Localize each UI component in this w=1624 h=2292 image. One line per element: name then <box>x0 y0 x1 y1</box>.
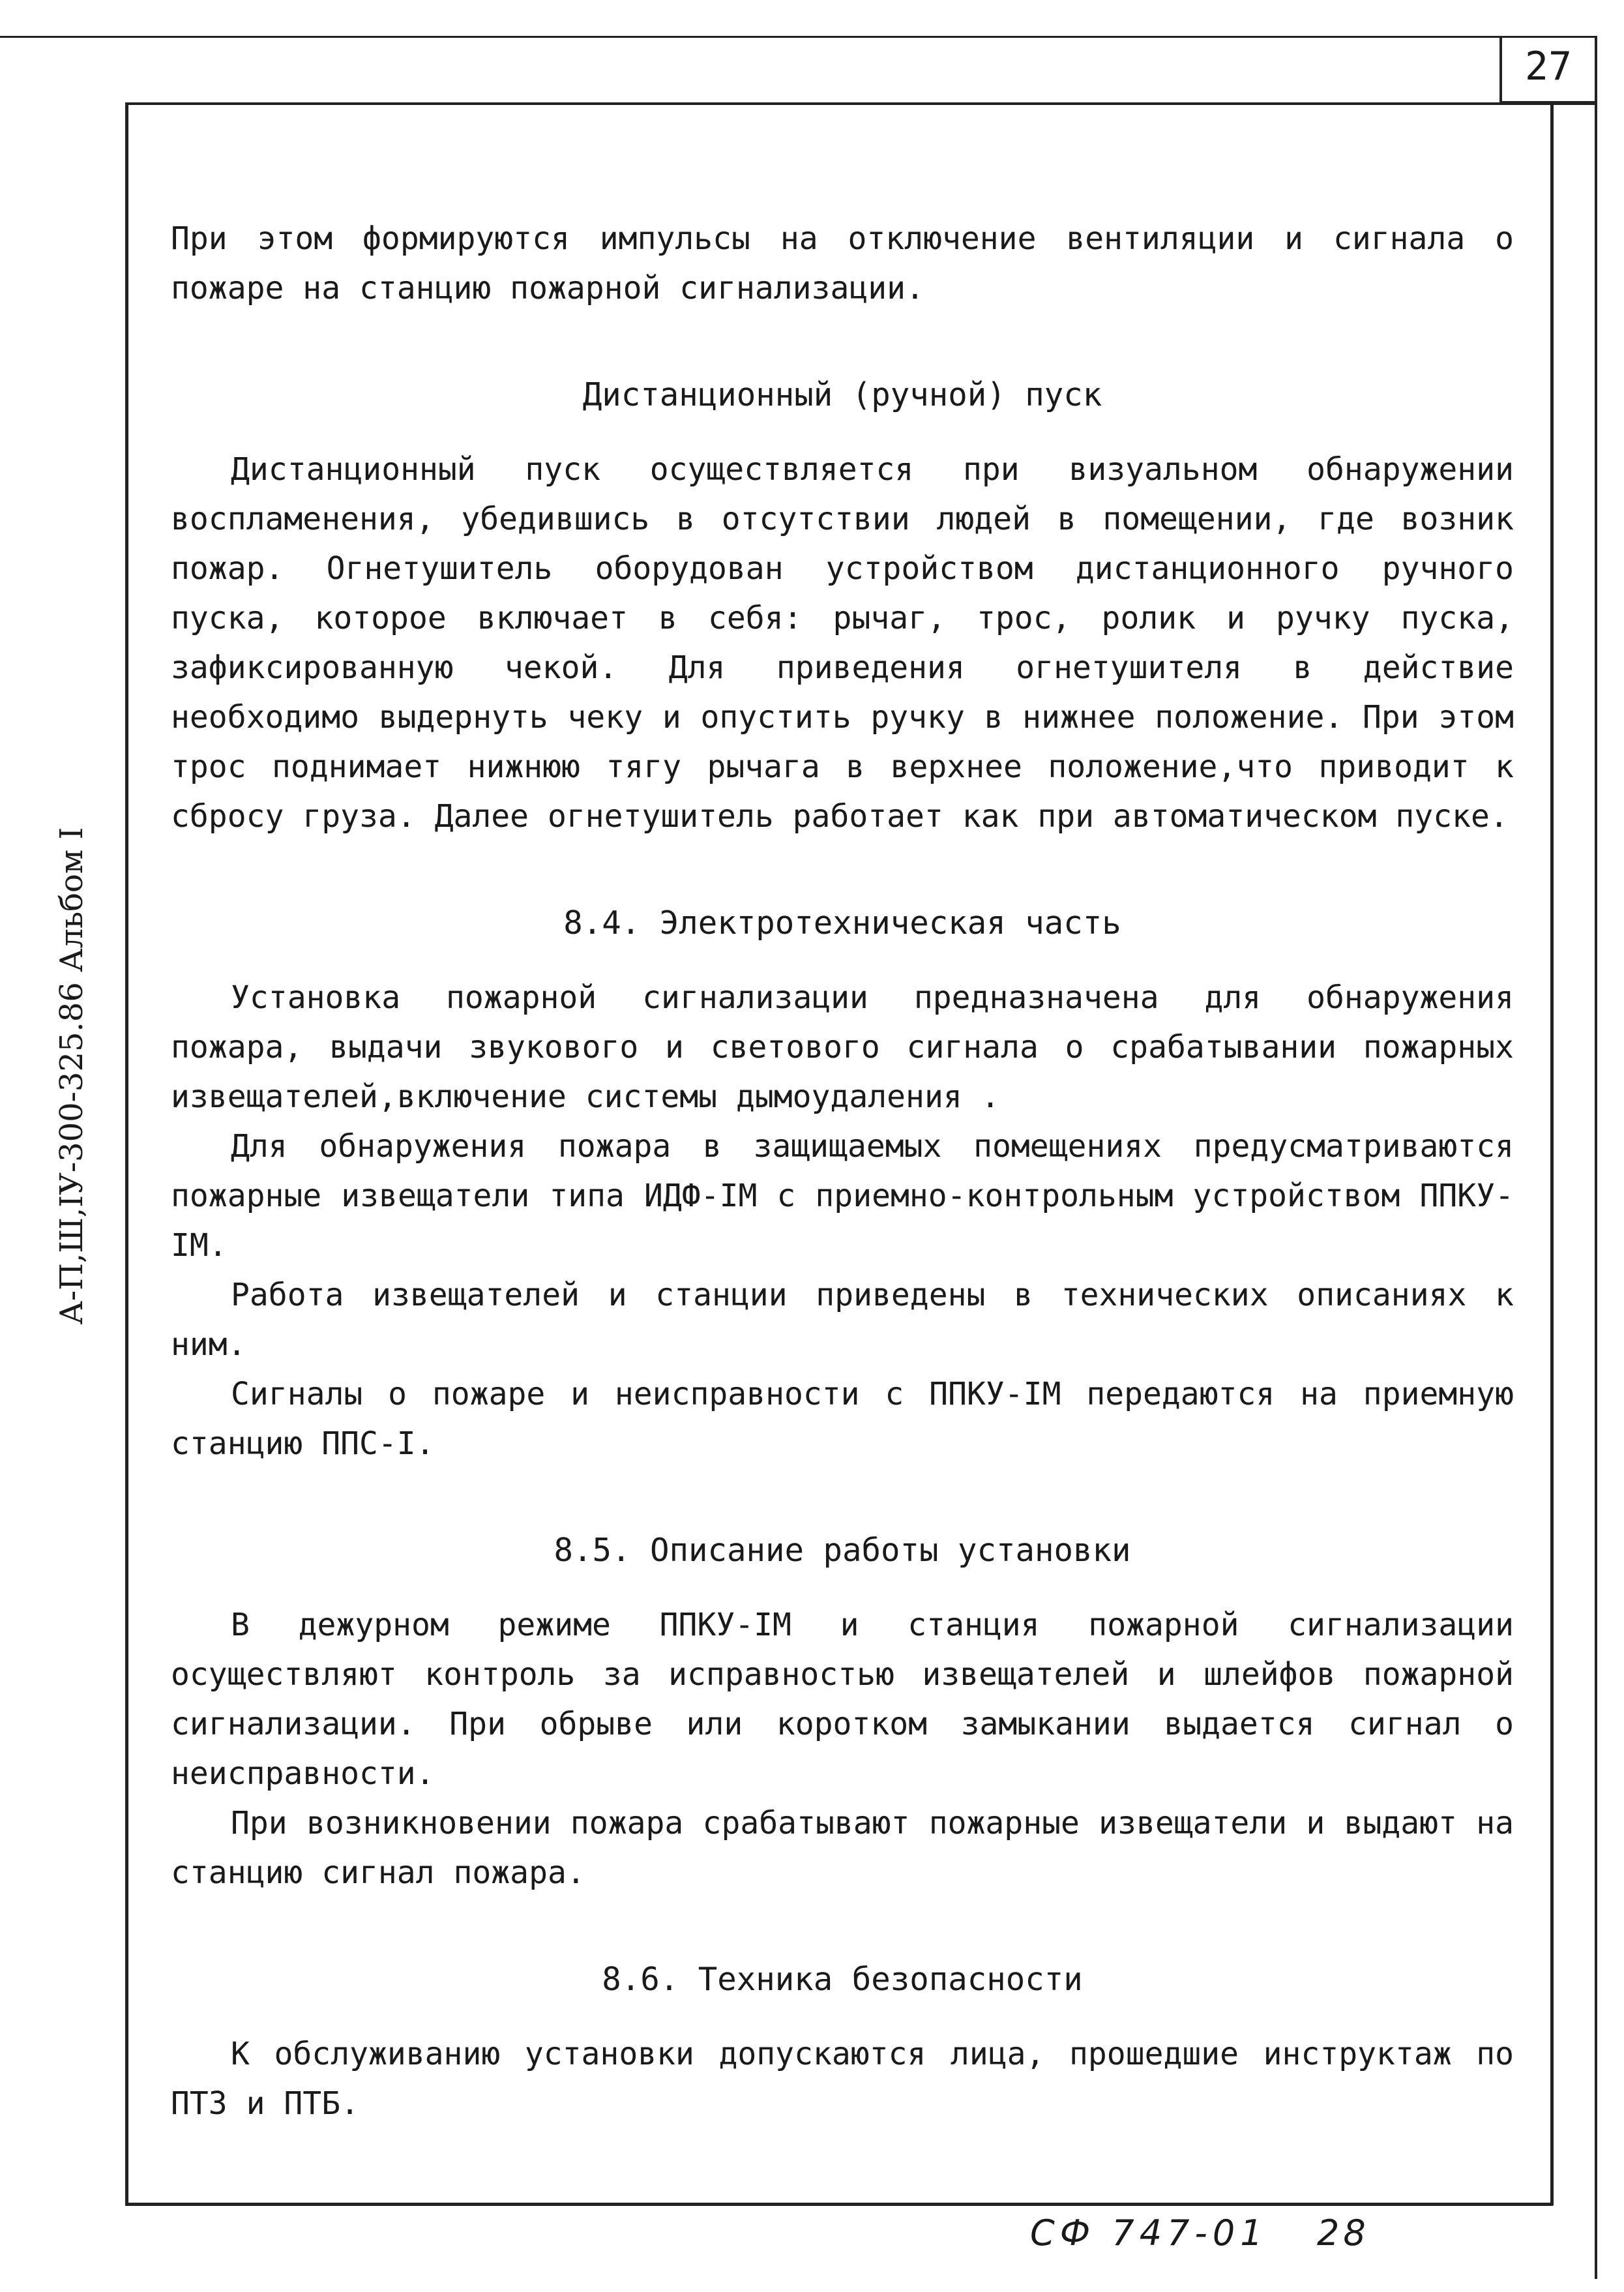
frame-bottom-line <box>125 2203 1553 2206</box>
section-heading: 8.5. Описание работы установки <box>554 1532 1131 1569</box>
section-heading: Дистанционный (ручной) пуск <box>582 376 1102 413</box>
paragraph: Работа извещателей и станции приведены в технических описаниях к ним. <box>171 1277 1514 1363</box>
outer-frame-right-line <box>1595 36 1597 2279</box>
footer-document-code: СФ 747-01 <box>1030 2212 1268 2254</box>
document-body <box>171 214 1514 2128</box>
page-number: 27 <box>1524 44 1572 89</box>
frame-left-line <box>125 102 128 2205</box>
paragraph: Сигналы о пожаре и неисправности с ППКУ-IМ передаются на приемную станцию ППС-I. <box>171 1376 1514 1462</box>
frame-top-line <box>128 102 1597 105</box>
outer-frame-top-line <box>0 36 1597 38</box>
paragraph: Дистанционный пуск осуществляется при визуальном обнаружении воспламенения, убедившись в отсутствии людей в помещении, где возник пожар. Огнетушитель оборудован устройством дистанционного ручного пуска, которое включает в себя: рычаг, трос, ролик и ручку пуска, зафиксированную чекой. Для приведения огнетушителя в действие необходимо выдернуть чеку и опустить ручку в нижнее положение. При этом трос поднимает нижнюю тягу рычага в верхнее положение,что приводит к сбросу груза. Далее огнетушитель работает как при автоматическом пуске. <box>171 451 1514 835</box>
section-heading: 8.6. Техника безопасности <box>602 1961 1083 1998</box>
paragraph: Для обнаружения пожара в защищаемых помещениях предусматриваются пожарные извещатели типа ИДФ-IМ с приемно-контрольным устройством ППКУ-IМ. <box>171 1128 1514 1264</box>
side-album-label: А-П,Ш,IУ-300-325.86 Альбом I <box>53 827 90 1325</box>
footer-page-number: 28 <box>1317 2212 1370 2254</box>
paragraph: Установка пожарной сигнализации предназначена для обнаружения пожара, выдачи звукового и светового сигнала о срабатывании пожарных извещателей,включение системы дымоудаления . <box>171 979 1514 1115</box>
frame-right-line <box>1550 102 1554 2205</box>
paragraph: При возникновении пожара срабатывают пожарные извещатели и выдают на станцию сигнал пожара. <box>171 1805 1514 1891</box>
section-heading: 8.4. Электротехническая часть <box>563 904 1121 942</box>
paragraph: К обслуживанию установки допускаются лица, прошедшие инструктаж по ПТЗ и ПТБ. <box>171 2036 1514 2122</box>
paragraph: При этом формируются импульсы на отключение вентиляции и сигнала о пожаре на станцию пожарной сигнализации. <box>171 220 1514 306</box>
paragraph: В дежурном режиме ППКУ-IМ и станция пожарной сигнализации осуществляют контроль за исправностью извещателей и шлейфов пожарной сигнализации. При обрыве или коротком замыкании выдается сигнал о неисправности. <box>171 1607 1514 1792</box>
